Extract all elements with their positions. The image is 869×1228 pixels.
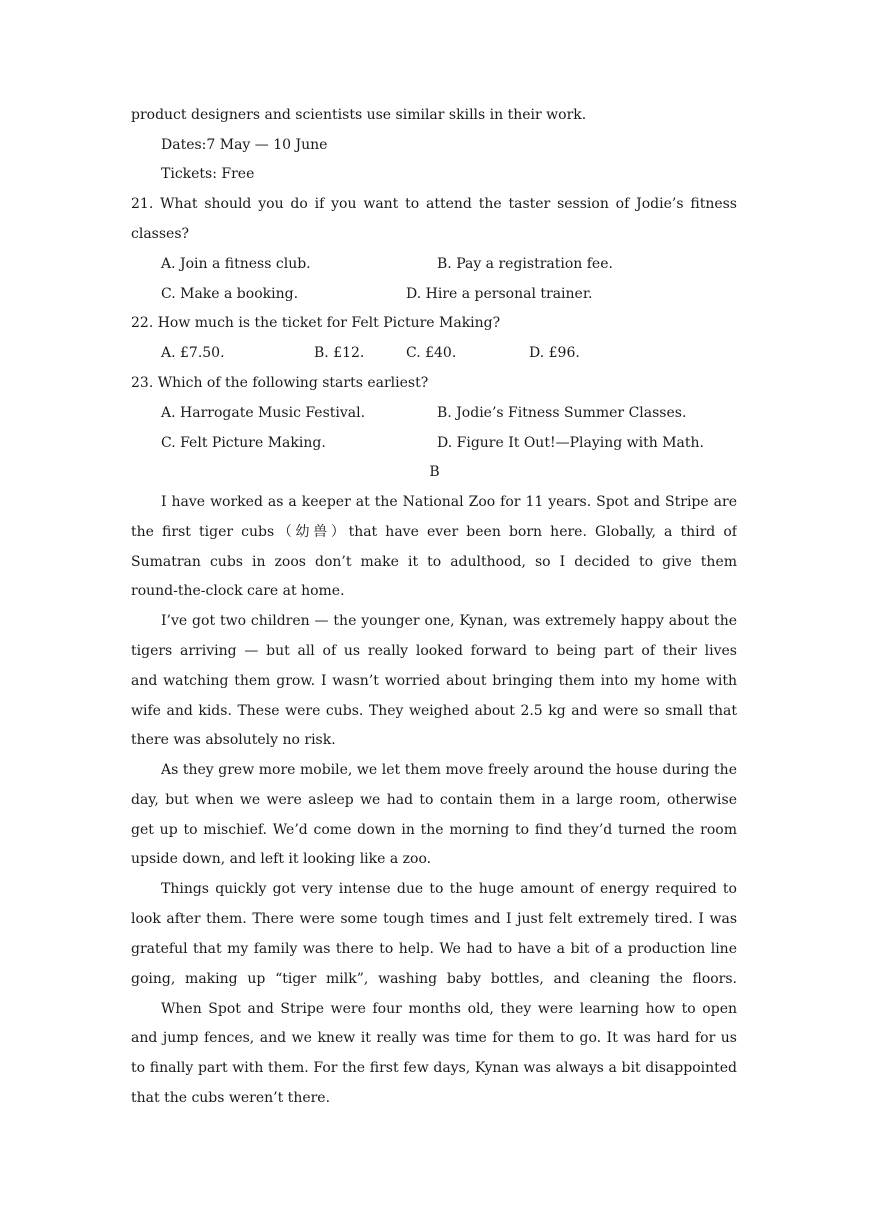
- q23-option-c: C. Felt Picture Making.: [161, 435, 326, 451]
- q21-option-b: B. Pay a registration fee.: [437, 256, 613, 272]
- question-23-stem: 23. Which of the following starts earliest?: [131, 375, 429, 391]
- q21-option-d: D. Hire a personal trainer.: [406, 286, 593, 302]
- passage-line: going, making up “tiger milk”, washing baby bottles, and cleaning the floors.: [131, 971, 737, 987]
- q22-option-b: B. £12.: [314, 345, 365, 361]
- passage-line: As they grew more mobile, we let them move freely around the house during the: [161, 762, 737, 778]
- passage-line: and watching them grow. I wasn’t worried about bringing them into my home with: [131, 673, 737, 689]
- question-21-stem: 21. What should you do if you want to attend the taster session of Jodie’s fitness: [131, 196, 737, 212]
- passage-line: Sumatran cubs in zoos don’t make it to adulthood, so I decided to give them: [131, 554, 737, 570]
- passage-line: get up to mischief. We’d come down in the morning to find they’d turned the room: [131, 822, 737, 838]
- question-22-stem: 22. How much is the ticket for Felt Picture Making?: [131, 315, 501, 331]
- event-dates: Dates:7 May — 10 June: [161, 137, 328, 153]
- passage-line: look after them. There were some tough times and I just felt extremely tired. I was: [131, 911, 737, 927]
- passage-line: day, but when we were asleep we had to contain them in a large room, otherwise: [131, 792, 737, 808]
- passage-line: Things quickly got very intense due to the huge amount of energy required to: [161, 881, 737, 897]
- passage-line: I’ve got two children — the younger one, Kynan, was extremely happy about the: [161, 613, 737, 629]
- passage-line: there was absolutely no risk.: [131, 732, 336, 748]
- q23-option-a: A. Harrogate Music Festival.: [161, 405, 366, 421]
- passage-line: upside down, and left it looking like a zoo.: [131, 851, 432, 867]
- passage-line: grateful that my family was there to help. We had to have a bit of a production line: [131, 941, 737, 957]
- q22-option-d: D. £96.: [529, 345, 580, 361]
- passage-line: I have worked as a keeper at the National Zoo for 11 years. Spot and Stripe are: [161, 494, 737, 510]
- q21-option-a: A. Join a fitness club.: [161, 256, 311, 272]
- passage-line: the first tiger cubs（幼兽）that have ever been born here. Globally, a third of: [131, 524, 737, 540]
- question-21-stem-cont: classes?: [131, 226, 190, 242]
- q23-option-d: D. Figure It Out!—Playing with Math.: [437, 435, 704, 451]
- q21-option-c: C. Make a booking.: [161, 286, 299, 302]
- section-label: B: [429, 464, 440, 480]
- passage-line: and jump fences, and we knew it really was time for them to go. It was hard for us: [131, 1030, 737, 1046]
- passage-line: round-the-clock care at home.: [131, 583, 345, 599]
- passage-line: wife and kids. These were cubs. They weighed about 2.5 kg and were so small that: [131, 703, 737, 719]
- passage-line: tigers arriving — but all of us really looked forward to being part of their lives: [131, 643, 737, 659]
- event-tickets: Tickets: Free: [161, 166, 255, 182]
- passage-line: that the cubs weren’t there.: [131, 1090, 331, 1106]
- q23-option-b: B. Jodie’s Fitness Summer Classes.: [437, 405, 687, 421]
- passage-line: When Spot and Stripe were four months old, they were learning how to open: [161, 1001, 737, 1017]
- passage-line: to finally part with them. For the first few days, Kynan was always a bit disappointed: [131, 1060, 737, 1076]
- q22-option-a: A. £7.50.: [161, 345, 225, 361]
- intro-line: product designers and scientists use similar skills in their work.: [131, 107, 587, 123]
- q22-option-c: C. £40.: [406, 345, 457, 361]
